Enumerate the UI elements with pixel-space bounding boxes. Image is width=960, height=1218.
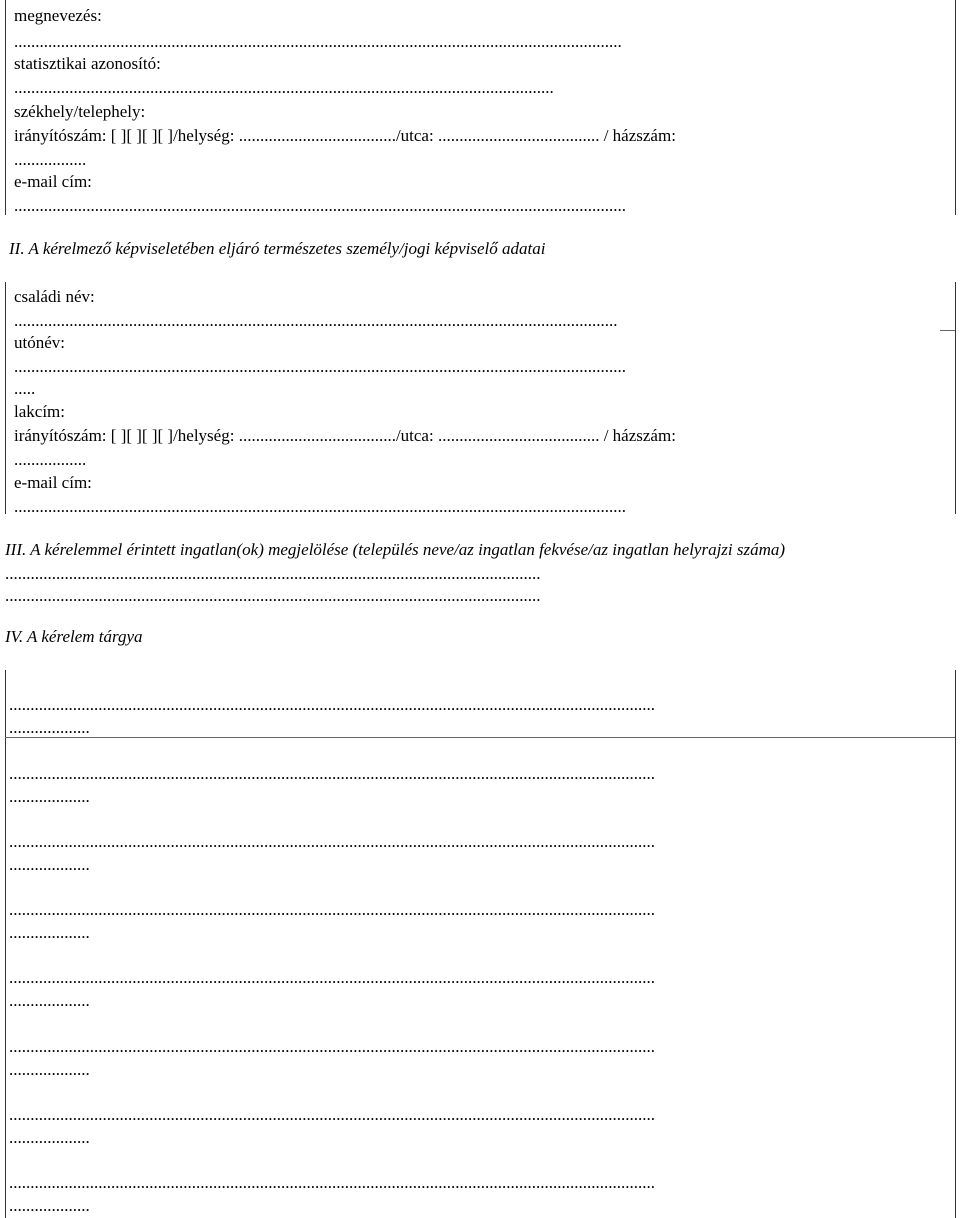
stat-id-field[interactable]: ...............................................................................................................................	[14, 78, 554, 97]
section2-left-border	[5, 282, 6, 514]
megnevezes-field[interactable]: ...............................................................................................................................................	[14, 32, 622, 51]
stat-id-label: statisztikai azonosító:	[14, 54, 161, 73]
section3-field-2[interactable]: ..............................................................................................................................	[5, 586, 541, 605]
hazszam-field[interactable]: .................	[14, 150, 87, 169]
szekhely-label: székhely/telephely:	[14, 102, 146, 121]
subject-line[interactable]: ........................................................................................................................................................	[9, 968, 655, 987]
subject-line[interactable]: ........................................................................................................................................................	[9, 695, 655, 714]
subject-line-cont[interactable]: ...................	[9, 923, 90, 942]
subject-line[interactable]: ........................................................................................................................................................	[9, 1173, 655, 1192]
section1-right-border	[955, 0, 956, 215]
section2-heading: II. A kérelmező képviseletében eljáró természetes személy/jogi képviselő adatai	[9, 239, 546, 258]
section1-left-border	[5, 0, 6, 215]
lakcim-label: lakcím:	[14, 402, 65, 421]
email-label: e-mail cím:	[14, 172, 92, 191]
subject-line[interactable]: ........................................................................................................................................................	[9, 764, 655, 783]
section4-right-border	[955, 670, 956, 1218]
email-field-2[interactable]: ................................................................................................................................................	[14, 497, 626, 516]
subject-line[interactable]: ........................................................................................................................................................	[9, 1037, 655, 1056]
subject-line-cont[interactable]: ...................	[9, 1196, 90, 1215]
section3-field-1[interactable]: ..............................................................................................................................	[5, 564, 541, 583]
address-line-2[interactable]: irányítószám: [ ][ ][ ][ ]/helység: ...................................../utca: ...................................... / házszám:	[14, 426, 676, 445]
subject-line[interactable]: ........................................................................................................................................................	[9, 900, 655, 919]
utonev-label: utónév:	[14, 333, 65, 352]
subject-line-cont[interactable]: ...................	[9, 855, 90, 874]
section2-right-border	[955, 282, 956, 514]
csaladi-nev-label: családi név:	[14, 287, 95, 306]
email-label-2: e-mail cím:	[14, 473, 92, 492]
csaladi-nev-field[interactable]: ..............................................................................................................................................	[14, 311, 618, 330]
address-line[interactable]: irányítószám: [ ][ ][ ][ ]/helység: ...................................../utca: ...................................... / házszám:	[14, 126, 676, 145]
subject-line-cont[interactable]: ...................	[9, 991, 90, 1010]
subject-line-cont[interactable]: ...................	[9, 718, 90, 737]
section2-divider	[940, 330, 955, 331]
subject-line-cont[interactable]: ...................	[9, 1128, 90, 1147]
utonev-field[interactable]: ................................................................................................................................................	[14, 357, 626, 376]
section4-heading: IV. A kérelem tárgya	[5, 627, 143, 646]
subject-line[interactable]: ........................................................................................................................................................	[9, 832, 655, 851]
subject-line-cont[interactable]: ...................	[9, 787, 90, 806]
utonev-field-cont[interactable]: .....	[14, 379, 36, 398]
email-field[interactable]: ................................................................................................................................................	[14, 196, 626, 215]
hazszam-field-2[interactable]: .................	[14, 450, 87, 469]
section4-divider	[5, 737, 955, 738]
megnevezes-label: megnevezés:	[14, 6, 102, 25]
section3-heading: III. A kérelemmel érintett ingatlan(ok) megjelölése (település neve/az ingatlan fekvése/az ingatlan helyrajzi száma)	[5, 540, 786, 559]
section4-left-border	[5, 670, 6, 1218]
subject-line-cont[interactable]: ...................	[9, 1060, 90, 1079]
subject-line[interactable]: ........................................................................................................................................................	[9, 1105, 655, 1124]
